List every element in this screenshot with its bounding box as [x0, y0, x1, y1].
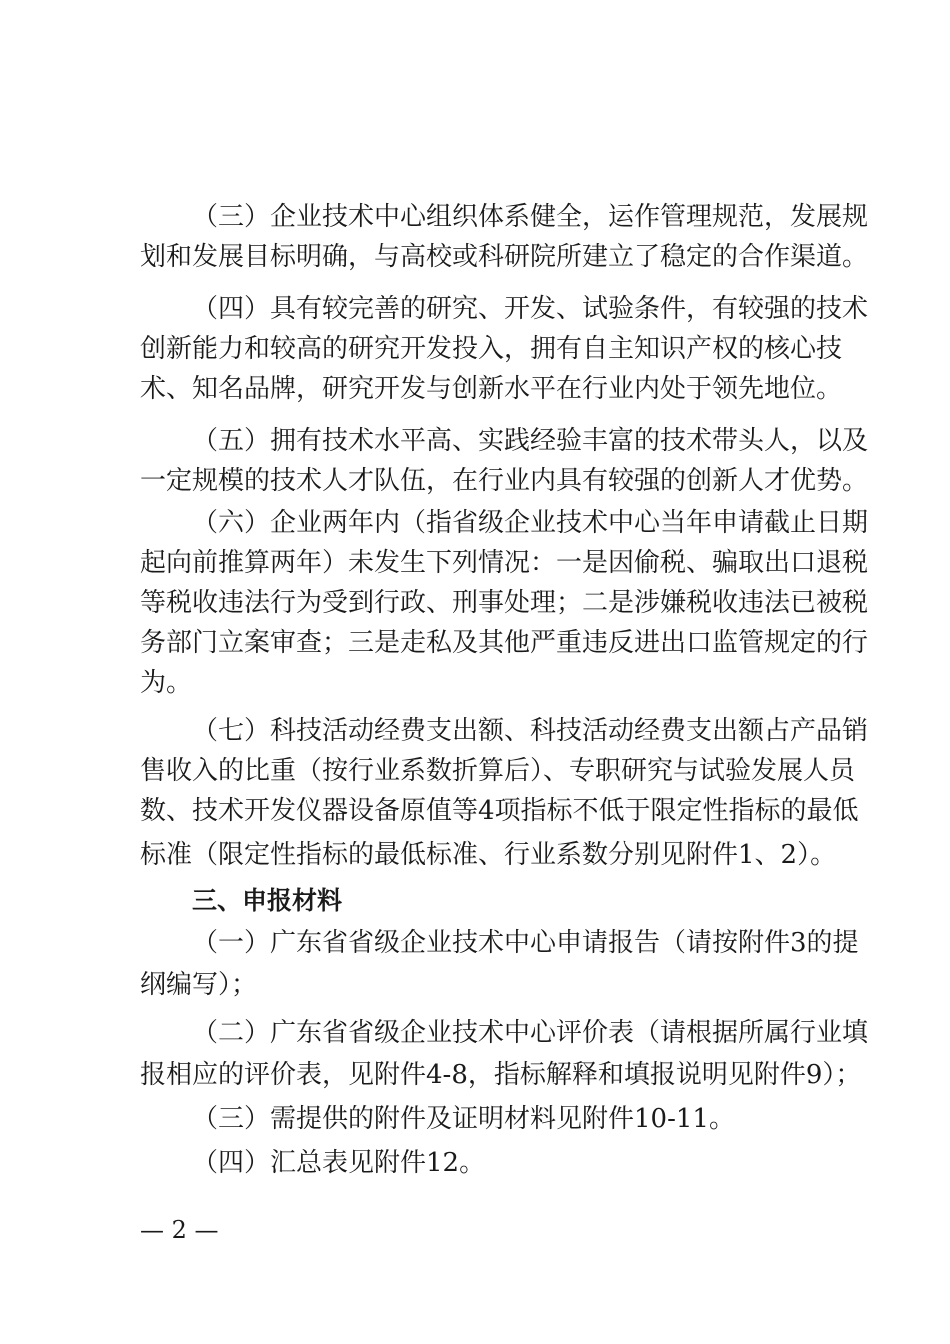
paragraph-6-line-2: 起向前推算两年）未发生下列情况：一是因偷税、骗取出口退税 — [140, 548, 869, 578]
paragraph-7-line-3: 数、技术开发仪器设备原值等4项指标不低于限定性指标的最低 — [140, 796, 859, 826]
page-number: — 2 — — [140, 1216, 219, 1244]
material-1-line-1: （一）广东省省级企业技术中心申请报告（请按附件3的提 — [192, 928, 859, 958]
paragraph-6-line-3: 等税收违法行为受到行政、刑事处理；二是涉嫌税收违法已被税 — [140, 588, 869, 618]
paragraph-6-line-4: 务部门立案审查；三是走私及其他严重违反进出口监管规定的行 — [140, 628, 869, 658]
material-3-line: （三）需提供的附件及证明材料见附件10-11。 — [192, 1104, 735, 1134]
paragraph-5-line-1: （五）拥有技术水平高、实践经验丰富的技术带头人，以及 — [192, 426, 869, 456]
paragraph-7-line-1: （七）科技活动经费支出额、科技活动经费支出额占产品销 — [192, 716, 869, 746]
paragraph-4-line-2: 创新能力和较高的研究开发投入，拥有自主知识产权的核心技 — [140, 334, 843, 364]
paragraph-5-line-2: 一定规模的技术人才队伍，在行业内具有较强的创新人才优势。 — [140, 466, 869, 496]
paragraph-3-line-1: （三）企业技术中心组织体系健全，运作管理规范，发展规 — [192, 202, 869, 232]
paragraph-6-line-5: 为。 — [140, 668, 193, 698]
paragraph-6-line-1: （六）企业两年内（指省级企业技术中心当年申请截止日期 — [192, 508, 869, 538]
material-2-line-1: （二）广东省省级企业技术中心评价表（请根据所属行业填 — [192, 1018, 869, 1048]
material-4-line: （四）汇总表见附件12。 — [192, 1148, 486, 1178]
section-heading: 三、申报材料 — [192, 886, 343, 915]
paragraph-4-line-1: （四）具有较完善的研究、开发、试验条件，有较强的技术 — [192, 294, 869, 324]
material-2-line-2: 报相应的评价表，见附件4-8，指标解释和填报说明见附件9）； — [140, 1060, 862, 1090]
paragraph-4-line-3: 术、知名品牌，研究开发与创新水平在行业内处于领先地位。 — [140, 374, 843, 404]
paragraph-7-line-2: 售收入的比重（按行业系数折算后）、专职研究与试验发展人员 — [140, 756, 856, 786]
paragraph-7-line-4: 标准（限定性指标的最低标准、行业系数分别见附件1、2）。 — [140, 840, 837, 870]
material-1-line-2: 纲编写）； — [140, 970, 258, 1000]
paragraph-3-line-2: 划和发展目标明确，与高校或科研院所建立了稳定的合作渠道。 — [140, 242, 869, 272]
